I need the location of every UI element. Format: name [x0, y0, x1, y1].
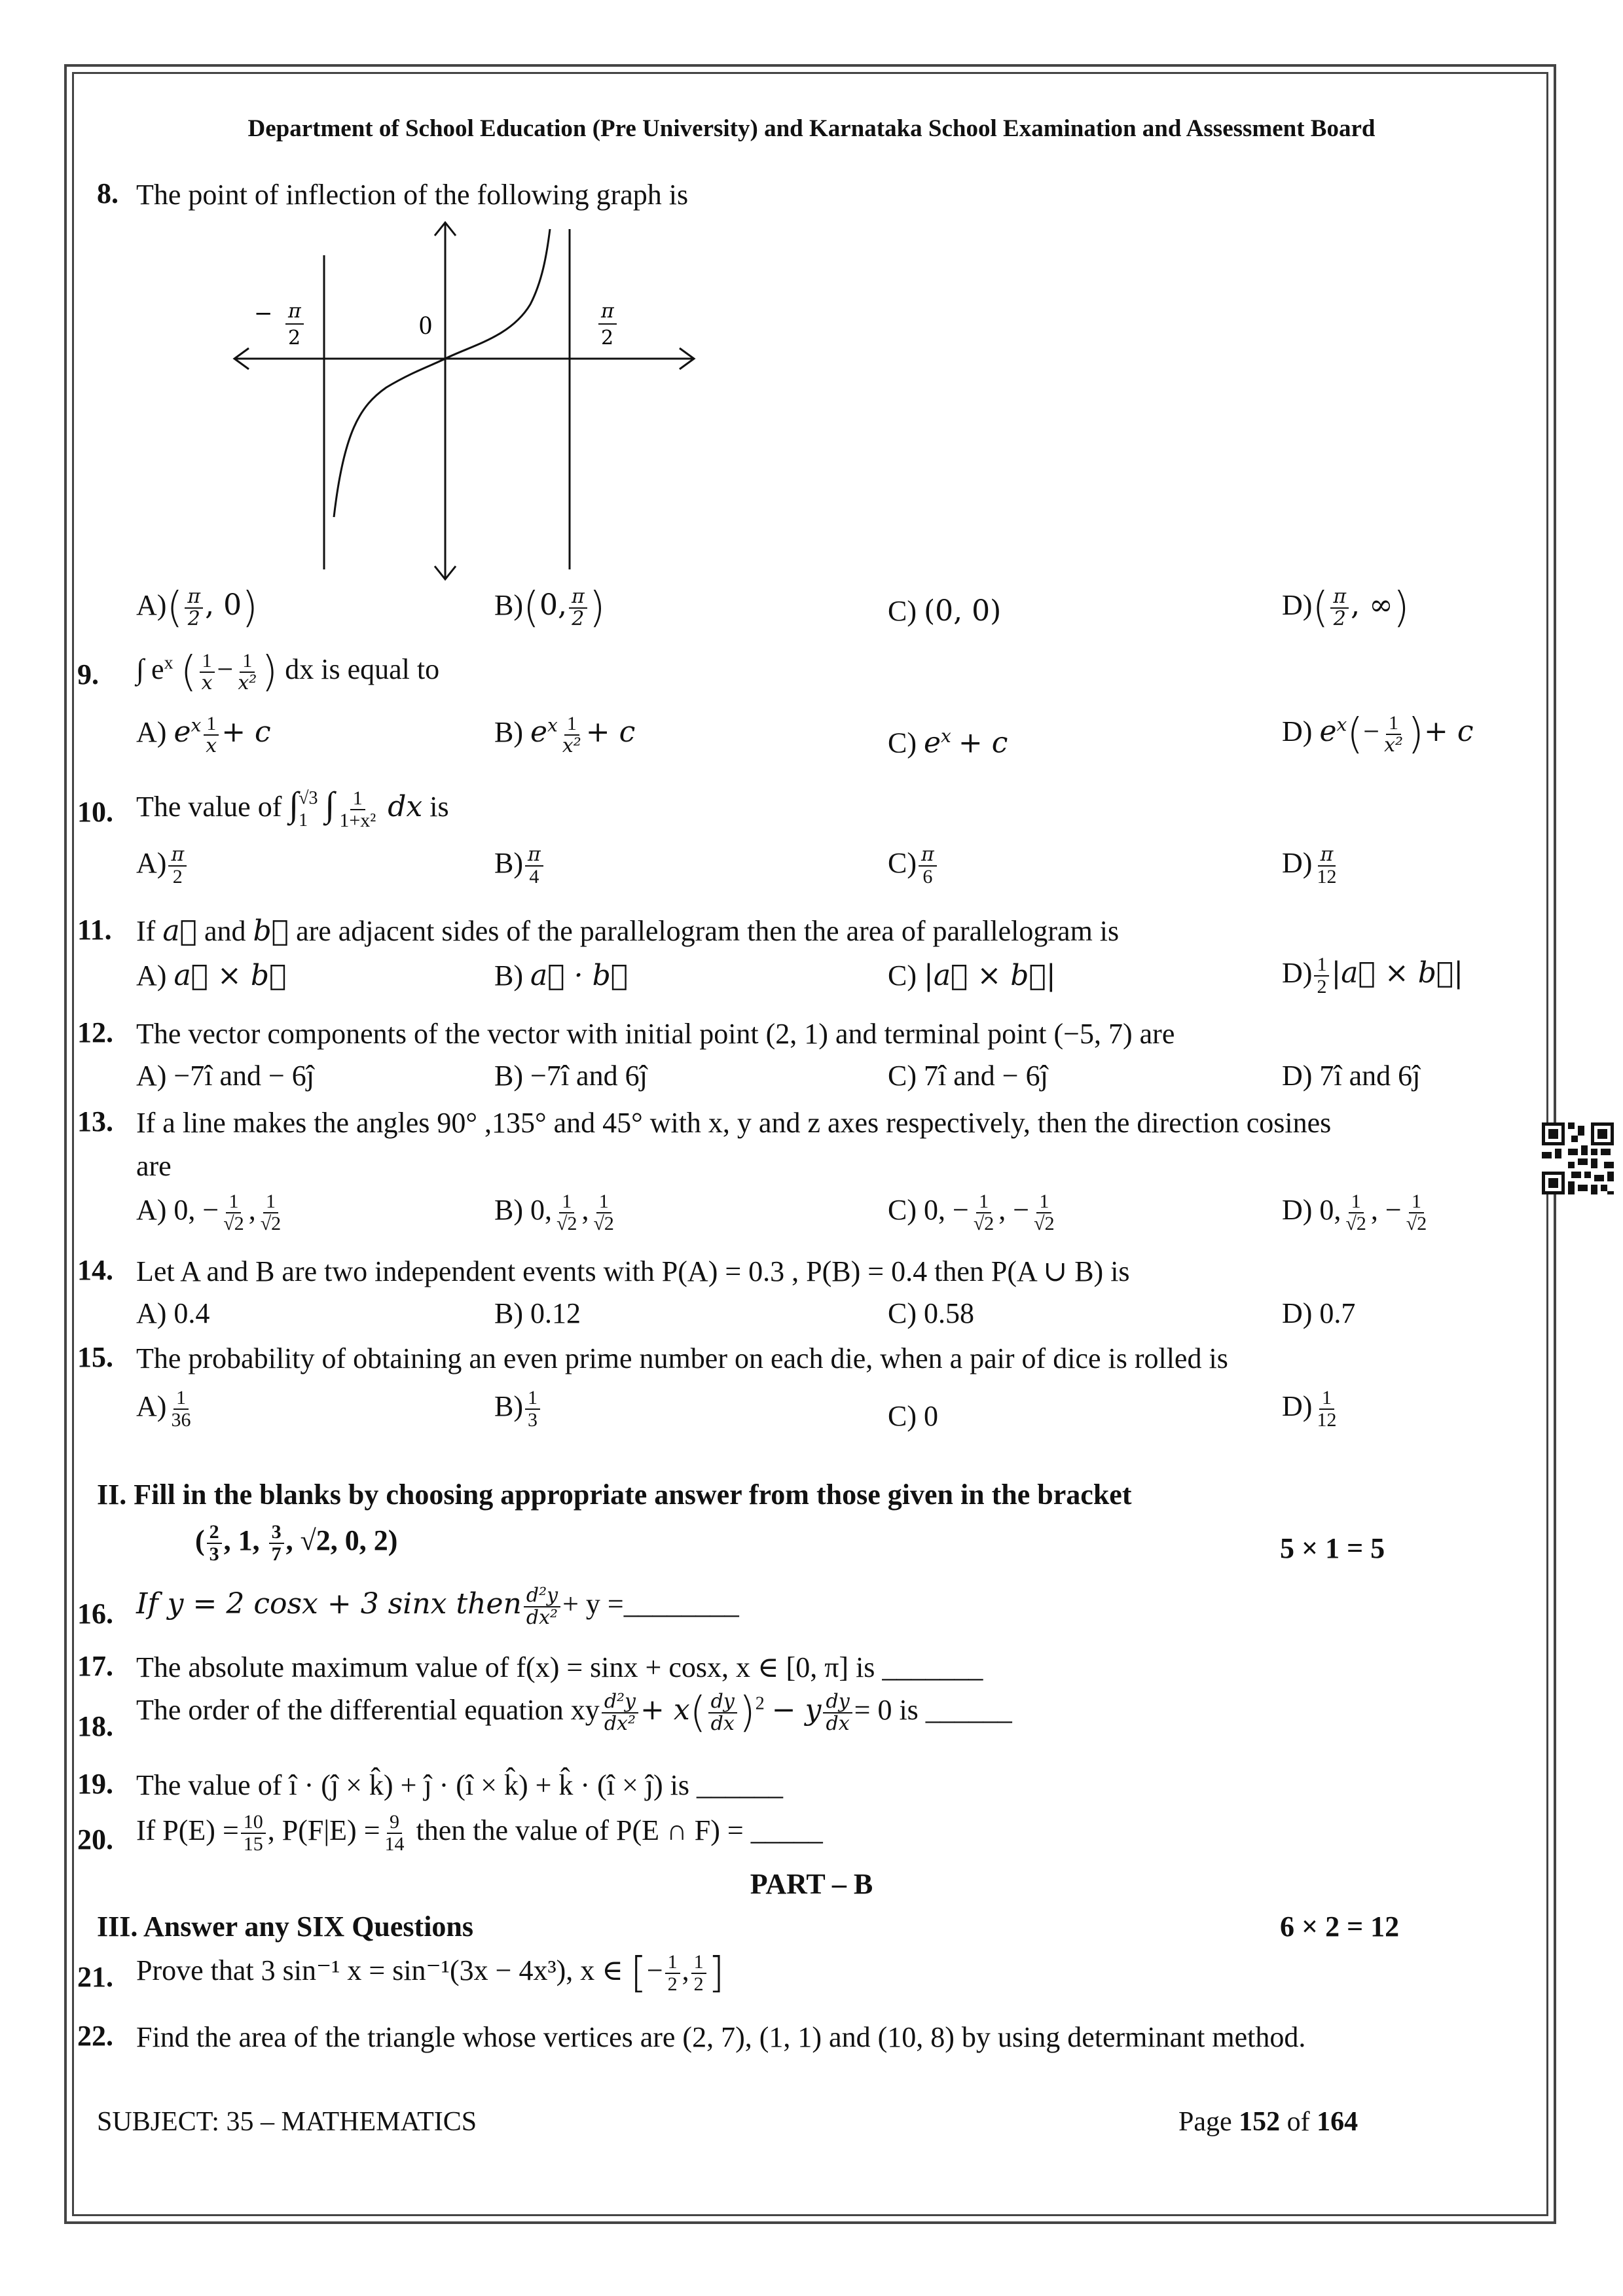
option-label: D) [1282, 715, 1313, 748]
frac-den: dx² [526, 1606, 558, 1629]
option-b[interactable]: B) 0.12 [494, 1297, 581, 1329]
question-number: 13. [77, 1105, 113, 1138]
question-text [136, 1585, 739, 1628]
frac-den: √2 [556, 1213, 577, 1234]
text: and [204, 915, 246, 947]
question-text: The probability of obtaining an even prime number on each die, when a pair of dice is rolled is [136, 1342, 1228, 1374]
frac-num: π [525, 844, 543, 867]
frac-den: 15 [243, 1833, 263, 1855]
frac-den: 7 [271, 1543, 282, 1565]
part-heading: PART – B [750, 1868, 873, 1900]
tangent-graph [223, 216, 707, 589]
question-number: 12. [77, 1016, 113, 1049]
paren: ( [1347, 710, 1364, 759]
frac-num: 1 [976, 1191, 991, 1213]
math: e [924, 726, 941, 760]
frac-num: 3 [269, 1522, 284, 1544]
option-b[interactable]: B) $\frac{\pi}{4}$ [494, 844, 545, 888]
frac-den: 12 [1317, 866, 1337, 888]
bracket: [ [630, 1949, 647, 1998]
frac-num: π [569, 586, 587, 609]
exponent: 2 [755, 1693, 765, 1714]
option-d[interactable] [1282, 954, 1463, 997]
question-text: The absolute maximum value of f(x) = sinx + cosx, x ∈ [0, π] is _______ [136, 1651, 983, 1683]
frac-num: 1 [1349, 1191, 1364, 1213]
frac-den: 6 [922, 866, 933, 888]
frac-num: 1 [200, 651, 215, 673]
option-b[interactable] [494, 959, 628, 992]
question-number: 9. [77, 658, 99, 691]
option-b[interactable]: B) 0, $\frac{1}{√2}$ , $\frac{1}{√2}$ [494, 1191, 619, 1234]
option-text: |a⃗ × b⃗| [924, 959, 1056, 992]
footer-page [1178, 2106, 1358, 2138]
question-text: Find the area of the triangle whose vertices are (2, 7), (1, 1) and (10, 8) by using determinant method. [136, 2021, 1306, 2053]
frac-den: x [206, 734, 217, 757]
question-text: Let A and B are two independent events with P(A) = 0.3 , P(B) = 0.4 then P(A ∪ B) is [136, 1255, 1130, 1287]
question-number: 19. [77, 1768, 113, 1800]
option-text: a⃗ · b⃗ [530, 959, 629, 992]
frac-den: √2 [973, 1213, 994, 1234]
frac-den: 2 [187, 607, 200, 630]
paren: ( [1312, 584, 1329, 632]
frac-den: 4 [529, 866, 539, 888]
section-marks: 6 × 2 = 12 [1280, 1910, 1400, 1943]
frac-den: 2 [693, 1973, 704, 1995]
frac-num: d²y [524, 1585, 560, 1607]
label-two: 2 [601, 327, 614, 350]
text: are adjacent sides of the parallelogram then the area of parallelogram is [296, 915, 1120, 947]
math: e [1319, 715, 1337, 749]
option-label: C) [888, 595, 917, 627]
integral-sign: ∫ e [136, 653, 164, 686]
frac-num: 1 [1386, 713, 1401, 735]
frac-num: 1 [173, 1388, 189, 1410]
section-heading: II. Fill in the blanks by choosing appropriate answer from those given in the bracket [97, 1479, 1132, 1511]
question-number: 22. [77, 2020, 113, 2052]
text: Prove that 3 sin⁻¹ x = sin⁻¹(3x − 4x³), x ∈ [136, 1954, 623, 1987]
frac-den: √2 [223, 1213, 244, 1234]
frac-den: 2 [1317, 976, 1327, 997]
question-number: 17. [77, 1650, 113, 1682]
text: of [1280, 2107, 1317, 2137]
paren: ) [242, 584, 259, 632]
option-d[interactable] [1282, 1388, 1341, 1431]
page-header: Department of School Education (Pre University) and Karnataka School Examination and Assessment Board [247, 115, 1376, 142]
option-c[interactable] [888, 725, 1008, 760]
option-b[interactable] [494, 584, 606, 632]
frac-den: 3 [528, 1409, 538, 1431]
frac-num: 1 [1409, 1191, 1424, 1213]
text: Page [1178, 2107, 1239, 2137]
question-text: If a⃗ and b⃗ are adjacent sides of the parallelogram then the area of parallelogram is [136, 914, 1120, 948]
frac-den: 2 [172, 866, 183, 888]
frac-den: 2 [667, 1973, 678, 1995]
frac-den: x² [562, 734, 581, 757]
option-a[interactable] [136, 713, 271, 757]
option-d[interactable]: D) $\frac{\pi}{12}$ [1282, 844, 1341, 888]
frac-num: 1 [564, 713, 579, 736]
paren: ( [180, 648, 197, 696]
frac-num: 1 [525, 1388, 540, 1410]
option-text: |a⃗ × b⃗| [1331, 956, 1464, 990]
option-label: A) [136, 716, 167, 749]
frac-num: 1 [240, 651, 255, 673]
option-label: A) [136, 589, 167, 622]
frac-den: dx [710, 1712, 735, 1735]
page-number: 152 [1239, 2107, 1281, 2137]
option-c[interactable]: C) 0.58 [888, 1297, 974, 1329]
lower-limit: 1 [299, 810, 308, 831]
option-c[interactable] [888, 959, 1056, 992]
math: dx [388, 790, 423, 823]
exponent: x [1336, 713, 1347, 736]
frac-den: 12 [1317, 1409, 1337, 1431]
text: then the value of P(E ∩ F) = _____ [416, 1814, 823, 1847]
frac-den: 3 [209, 1543, 219, 1565]
fill-choices: ( $\frac{2}{3}$ , 1, $\frac{3}{7}$ , √2, 0, 2) [195, 1521, 398, 1565]
option-b[interactable] [494, 713, 635, 757]
text: − y [771, 1693, 822, 1727]
minus: − [217, 653, 234, 686]
frac-den: √2 [1406, 1213, 1427, 1234]
label-neg-two: 2 [288, 327, 301, 350]
exponent: x [547, 714, 558, 736]
frac-den: 2 [572, 607, 585, 630]
frac-den: 1+x² [339, 809, 376, 831]
frac-num: 1 [691, 1952, 706, 1974]
math: + c [585, 715, 636, 749]
bracket: ] [708, 1949, 725, 1998]
option-c[interactable]: C) 0 [888, 1400, 938, 1432]
option-text: , 0 [205, 588, 242, 622]
text: is [429, 791, 449, 823]
paren: ) [261, 648, 278, 696]
frac-den: 14 [384, 1833, 405, 1855]
section-heading: III. Answer any SIX Questions [97, 1910, 474, 1943]
question-text: Prove that 3 sin⁻¹ x = sin⁻¹(3x − 4x³), x ∈ [− $\frac{1}{2}$ , $\frac{1}{2}$ ] [136, 1949, 725, 1998]
frac-num: 1 [1319, 1388, 1334, 1410]
exponent: x [164, 653, 173, 673]
frac-den: x² [1384, 734, 1404, 757]
option-text: B) 0, [494, 1194, 552, 1227]
frac-num: 1 [226, 1191, 241, 1213]
frac-num: π [1330, 586, 1349, 609]
question-text: The value of î · (ĵ × k̂) + ĵ · (î × k̂) + k̂ · (î × ĵ) is ______ [136, 1769, 783, 1801]
option-label: D) [1282, 957, 1313, 990]
question-number: 10. [77, 796, 113, 828]
option-c[interactable] [888, 594, 1001, 628]
option-label: D) [1282, 1390, 1313, 1423]
option-label: B) [494, 589, 523, 622]
frac-num: 1 [596, 1191, 611, 1213]
math: e [530, 715, 548, 749]
text: The order of the differential equation xy [136, 1694, 600, 1727]
option-a[interactable]: A) $\frac{\pi}{2}$ [136, 844, 189, 888]
option-text: a⃗ × b⃗ [173, 959, 287, 992]
frac-num: 1 [350, 788, 365, 810]
text: If y = 2 cosx + 3 sinx then [136, 1587, 522, 1621]
frac-num: 10 [241, 1812, 266, 1834]
option-text: D) 0, [1282, 1194, 1341, 1227]
option-text: , ∞ [1351, 588, 1393, 622]
paren: ) [1408, 710, 1424, 759]
option-d[interactable]: D) 0.7 [1282, 1297, 1356, 1329]
option-text: C) 0, − [888, 1194, 969, 1227]
question-text [136, 1689, 1012, 1737]
text: If [136, 915, 156, 947]
question-number: 21. [77, 1961, 113, 1993]
option-a[interactable] [136, 959, 286, 992]
option-label: C) [888, 726, 917, 759]
question-text: The point of inflection of the following graph is [136, 179, 689, 211]
frac-den: √2 [1034, 1213, 1055, 1234]
option-d[interactable]: D) 7î and 6ĵ [1282, 1060, 1421, 1092]
option-a[interactable]: A) 0.4 [136, 1297, 210, 1329]
frac-num: π [168, 844, 187, 867]
frac-num: 1 [263, 1191, 278, 1213]
frac-den: dx [826, 1712, 850, 1735]
question-text: The vector components of the vector with initial point (2, 1) and terminal point (−5, 7) are [136, 1018, 1175, 1050]
question-text [136, 648, 439, 696]
label-zero: 0 [419, 310, 432, 340]
math: + c [221, 715, 271, 749]
text: = 0 is ______ [854, 1694, 1012, 1727]
frac-den: x² [238, 672, 257, 694]
paren: ) [739, 1689, 756, 1737]
paren: ( [523, 584, 539, 632]
frac-num: 1 [1314, 954, 1329, 977]
option-a[interactable]: A) −7î and − 6ĵ [136, 1060, 315, 1092]
option-text: 0, [539, 588, 567, 622]
frac-den: √2 [1345, 1213, 1366, 1234]
option-label: A) [136, 1390, 167, 1423]
question-text: The value of ∫ √3 1 ∫ $\frac{1}{\text{1+x²}}$ dx is [136, 785, 449, 831]
option-text: A) 0, − [136, 1194, 219, 1227]
upper-limit: √3 [299, 787, 318, 808]
footer-subject: SUBJECT: 35 – MATHEMATICS [97, 2107, 477, 2137]
frac-num: 1 [665, 1952, 680, 1974]
qr-code-icon [1542, 1122, 1614, 1194]
choices-tail: , √2, 0, 2) [285, 1524, 398, 1557]
math: + c [958, 726, 1008, 760]
frac-den: 36 [171, 1409, 191, 1431]
option-label: B) [494, 716, 523, 749]
option-d[interactable] [1282, 584, 1410, 632]
question-number: 20. [77, 1823, 113, 1856]
frac-num: 2 [207, 1522, 222, 1544]
question-tail: dx is equal to [285, 653, 440, 686]
frac-num: dy [823, 1691, 852, 1713]
frac-num: 1 [1036, 1191, 1051, 1213]
question-text: If a line makes the angles 90° ,135° and 45° with x, y and z axes respectively, then the direction cosines [136, 1107, 1332, 1139]
option-label: B) [494, 960, 523, 992]
text: + y =________ [562, 1588, 739, 1621]
option-label: B) [494, 1390, 523, 1423]
text: , P(F|E) = [267, 1814, 380, 1847]
frac-den: x [201, 672, 213, 694]
option-d[interactable]: D) 0, $\frac{1}{√2}$ , − $\frac{1}{√2}$ [1282, 1191, 1431, 1234]
text: + x [640, 1693, 690, 1727]
option-a[interactable] [136, 1388, 195, 1431]
frac-den: √2 [260, 1213, 282, 1234]
frac-den: 2 [1333, 607, 1346, 630]
frac-num: dy [708, 1691, 737, 1713]
question-number: 11. [77, 914, 112, 946]
question-number: 14. [77, 1254, 113, 1286]
option-a[interactable] [136, 584, 258, 632]
label-pi: π [601, 300, 614, 323]
text: If P(E) = [136, 1814, 239, 1847]
curve [334, 229, 550, 517]
text: The value of [136, 791, 282, 823]
paren: ) [1393, 584, 1410, 632]
exponent: x [941, 725, 951, 747]
paren: ( [689, 1689, 706, 1737]
option-label: A) [136, 960, 167, 992]
question-text [136, 1812, 823, 1855]
option-c[interactable]: C) $\frac{\pi}{6}$ [888, 844, 939, 888]
question-number: 8. [97, 177, 119, 209]
option-text: (0, 0) [924, 594, 1002, 628]
frac-num: π [185, 586, 203, 609]
question-text-continued: are [136, 1150, 172, 1182]
paren: ( [166, 584, 183, 632]
option-c[interactable]: C) 7î and − 6ĵ [888, 1060, 1048, 1092]
frac-num: 9 [387, 1812, 402, 1834]
math: + c [1424, 715, 1474, 749]
frac-den: √2 [593, 1213, 614, 1234]
option-a[interactable]: A) 0, − $\frac{1}{√2}$ , $\frac{1}{√2}$ [136, 1191, 285, 1234]
option-b[interactable]: B) −7î and 6ĵ [494, 1060, 647, 1092]
exponent: x [191, 714, 202, 736]
paren: ) [589, 584, 606, 632]
option-c[interactable]: C) 0, − $\frac{1}{√2}$ , − $\frac{1}{√2}$ [888, 1191, 1059, 1234]
page-total: 164 [1317, 2107, 1359, 2137]
section-marks: 5 × 1 = 5 [1280, 1532, 1385, 1564]
minus: − [1363, 715, 1380, 748]
option-b[interactable] [494, 1388, 542, 1431]
question-number: 16. [77, 1598, 113, 1630]
frac-num: π [1318, 844, 1336, 867]
frac-num: 1 [559, 1191, 574, 1213]
frac-den: dx² [604, 1712, 636, 1735]
question-number: 15. [77, 1341, 113, 1373]
frac-num: 1 [204, 713, 219, 736]
label-neg-pi: π [288, 300, 301, 323]
option-label: C) [888, 960, 917, 992]
label-neg: − [254, 300, 273, 327]
option-d[interactable] [1282, 710, 1474, 759]
math: e [173, 715, 191, 749]
frac-num: π [919, 844, 937, 867]
option-label: D) [1282, 589, 1313, 622]
frac-num: d²y [602, 1691, 638, 1713]
question-number: 18. [77, 1710, 113, 1742]
